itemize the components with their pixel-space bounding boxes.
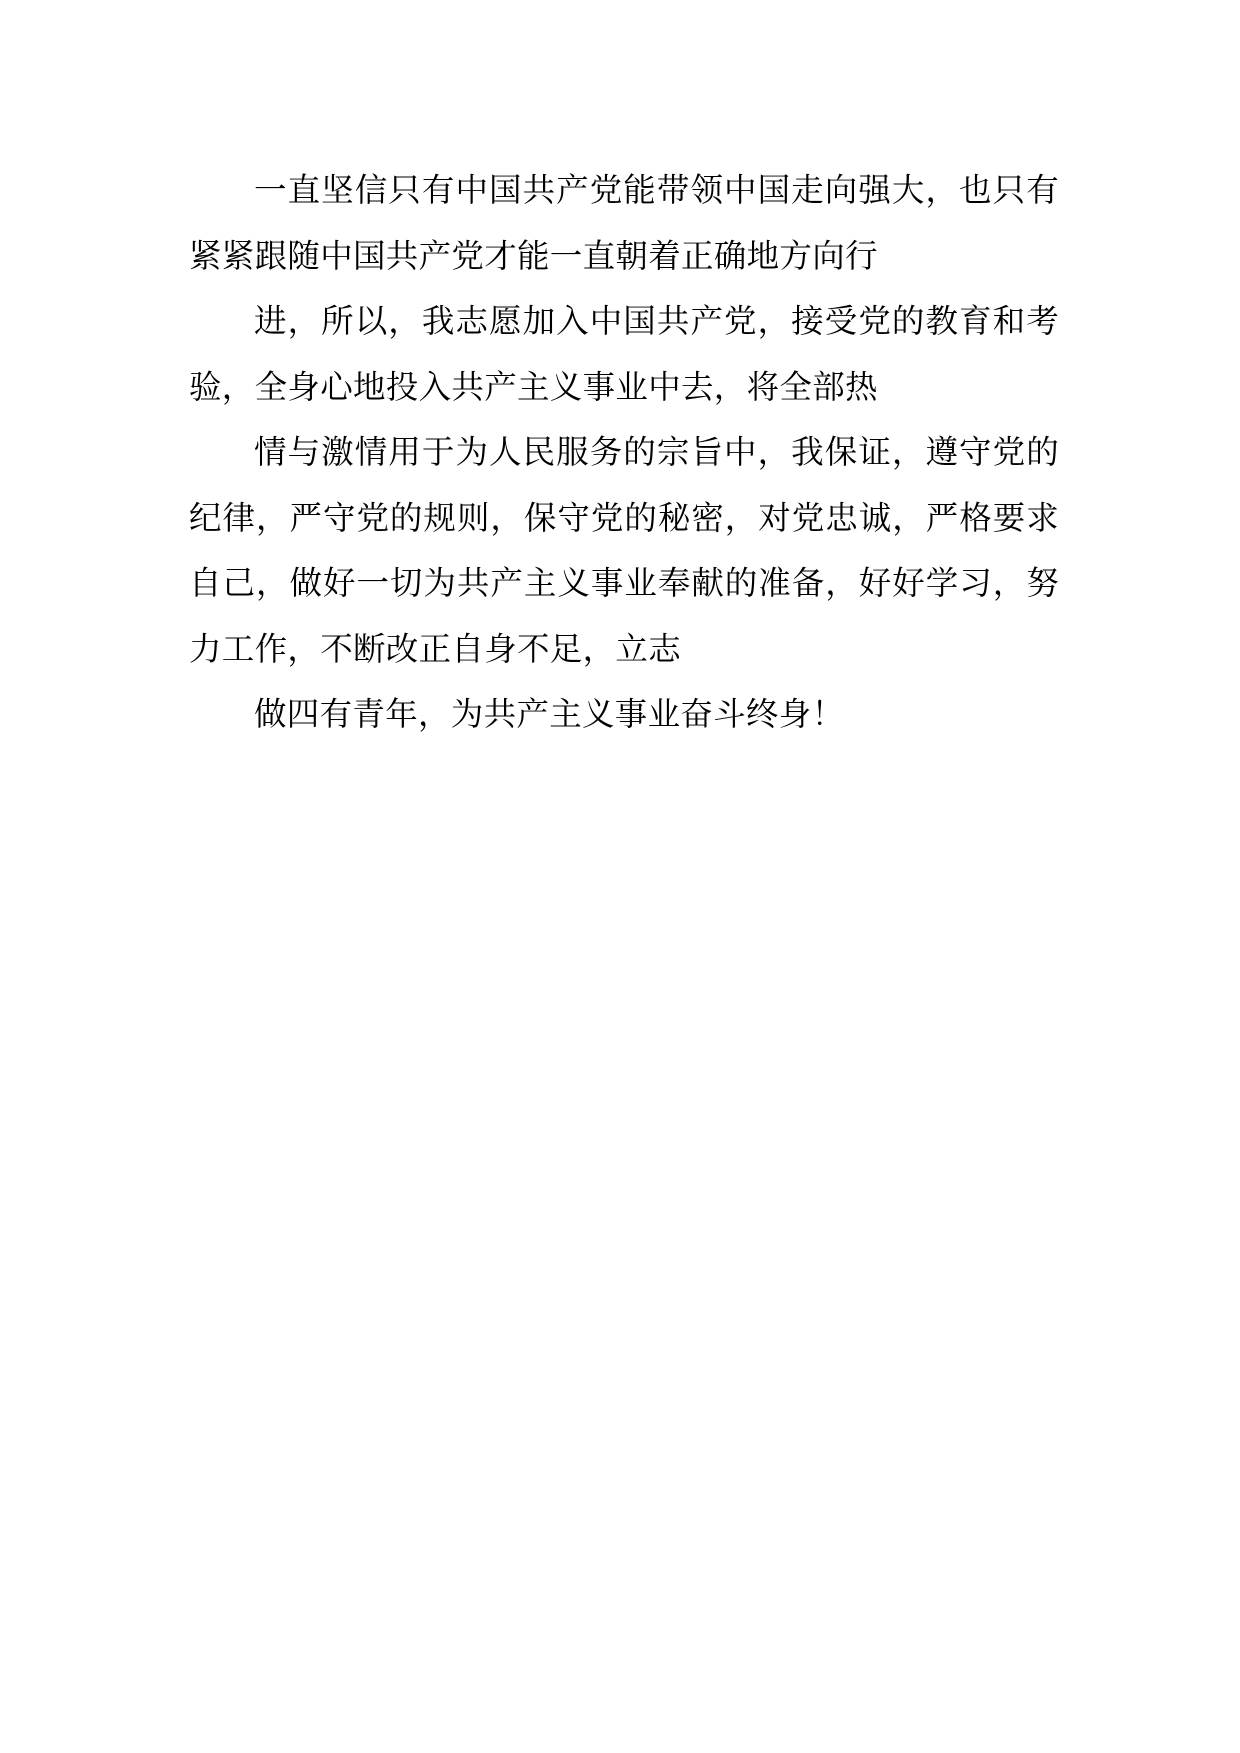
paragraph-3: 情与激情用于为人民服务的宗旨中，我保证，遵守党的纪律，严守党的规则，保守党的秘密，对党忠诚，严格要求自己，做好一切为共产主义事业奉献的准备，好好学习，努力工作，不断改正自身不足，立志 [189, 433, 1059, 668]
paragraph-4: 做四有青年，为共产主义事业奋斗终身！ [254, 695, 845, 733]
paragraph-2: 进，所以，我志愿加入中国共产党，接受党的教育和考验，全身心地投入共产主义事业中去，将全部热 [189, 302, 1059, 406]
paragraph-1: 一直坚信只有中国共产党能带领中国走向强大，也只有紧紧跟随中国共产党才能一直朝着正确地方向行 [189, 171, 1059, 275]
body-text [189, 158, 1059, 748]
